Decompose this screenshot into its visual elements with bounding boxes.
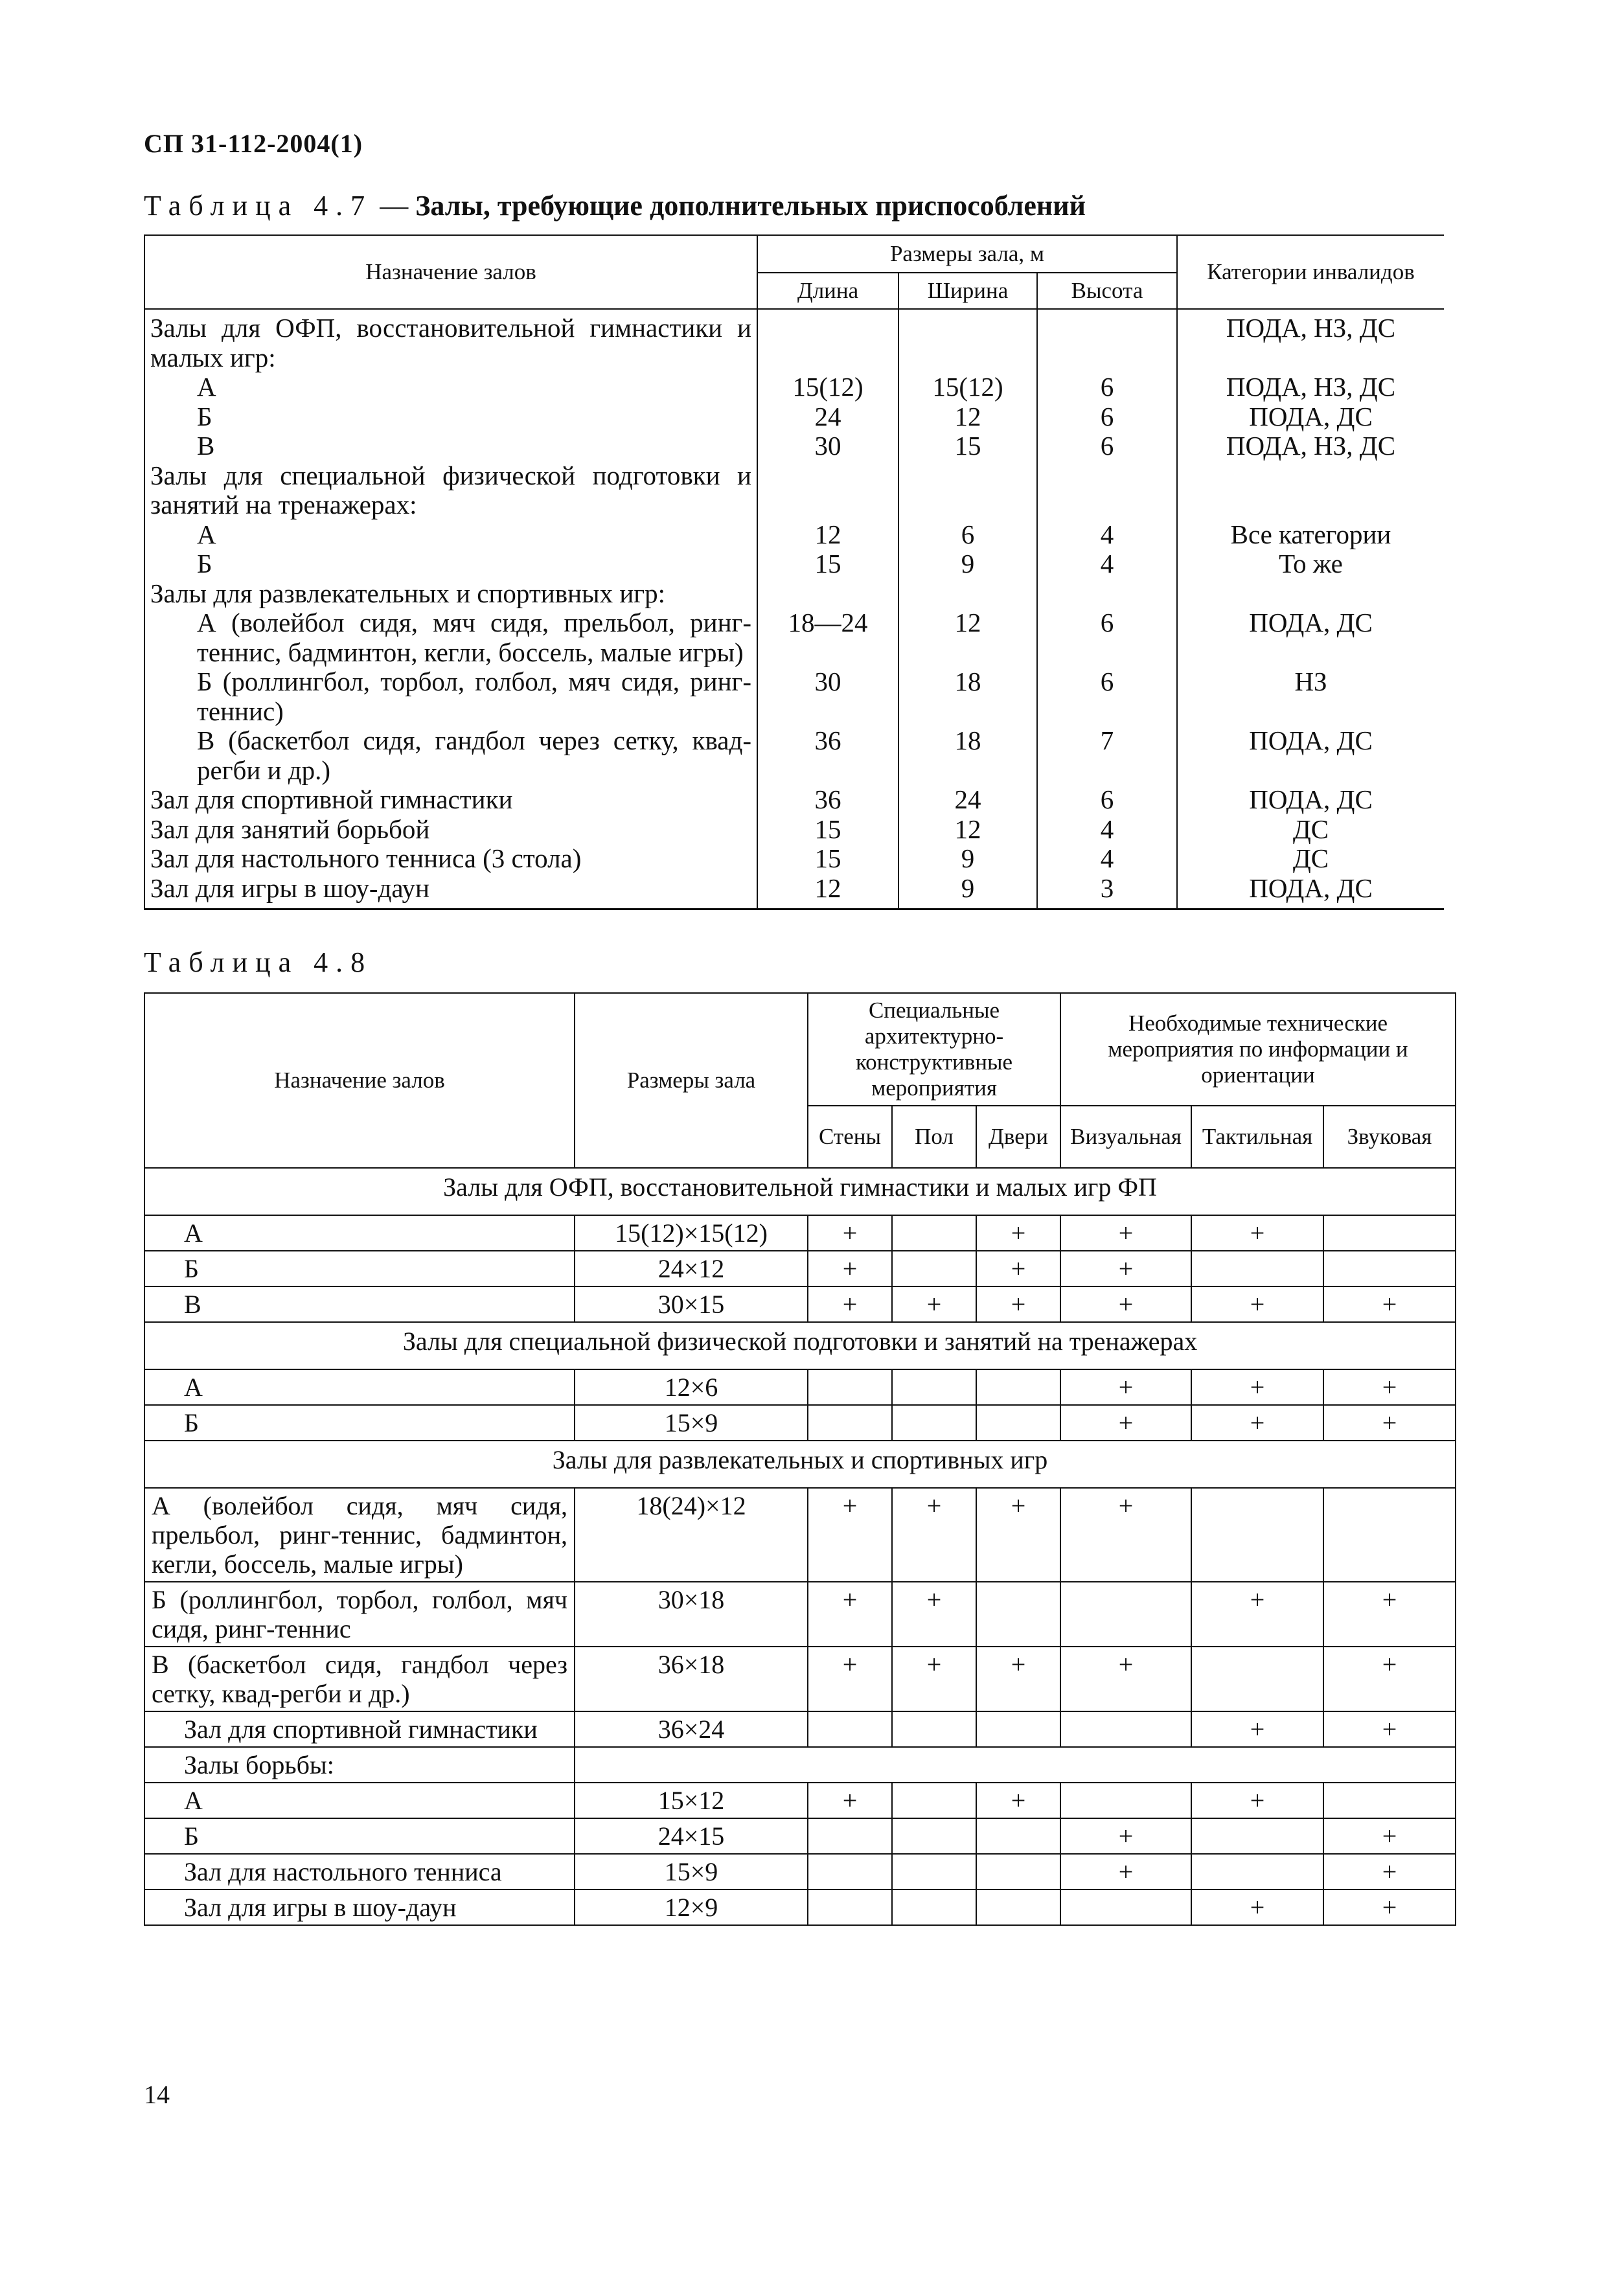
section-title: Залы для развлекательных и спортивных игр	[144, 1441, 1456, 1488]
hall-name: Зал для игры в шоу-даун	[144, 1890, 575, 1925]
floor-cell: +	[892, 1582, 976, 1647]
hall-height: 6	[1037, 431, 1177, 461]
hall-width: 15	[898, 431, 1037, 461]
hall-name: Б	[144, 1818, 575, 1854]
hall-size: 15×12	[575, 1783, 808, 1818]
table-row	[144, 1647, 1456, 1711]
hall-length: 15	[757, 844, 898, 874]
disability-category	[1177, 579, 1444, 609]
walls-cell	[808, 1405, 892, 1441]
table-4-8-caption	[144, 946, 372, 979]
hall-name: Б (роллингбол, торбол, голбол, мяч сидя, ринг-теннис	[144, 1582, 575, 1647]
hall-size: 15(12)×15(12)	[575, 1215, 808, 1251]
disability-category: ДС	[1177, 844, 1444, 874]
hall-width: 6	[898, 520, 1037, 550]
tactile-cell: +	[1191, 1783, 1323, 1818]
hall-width	[898, 461, 1037, 520]
hall-height: 6	[1037, 372, 1177, 402]
table-row	[144, 785, 1444, 815]
disability-category: То же	[1177, 549, 1444, 579]
floor-cell: +	[892, 1647, 976, 1711]
disability-category: ПОДА, ДС	[1177, 874, 1444, 909]
hall-height	[1037, 461, 1177, 520]
doors-cell	[976, 1818, 1060, 1854]
page-number: 14	[144, 2080, 170, 2109]
sound-cell: +	[1323, 1711, 1456, 1747]
hall-width	[898, 579, 1037, 609]
hall-name: Залы для развлекательных и спортивных игр:	[144, 579, 757, 609]
sound-cell	[1323, 1783, 1456, 1818]
hall-height	[1037, 309, 1177, 372]
doors-cell	[976, 1711, 1060, 1747]
doors-cell: +	[976, 1647, 1060, 1711]
disability-category: ПОДА, ДС	[1177, 608, 1444, 667]
hall-width: 18	[898, 667, 1037, 726]
table-row	[144, 608, 1444, 667]
floor-cell	[892, 1783, 976, 1818]
sound-cell: +	[1323, 1369, 1456, 1405]
empty-cell	[575, 1747, 1456, 1783]
hall-length: 15	[757, 815, 898, 845]
walls-cell: +	[808, 1582, 892, 1647]
visual-cell: +	[1060, 1251, 1191, 1286]
walls-cell: +	[808, 1783, 892, 1818]
header-purpose: Назначение залов	[144, 993, 575, 1168]
hall-name: Залы для специальной физической подготовки и занятий на тренажерах:	[144, 461, 757, 520]
sound-cell	[1323, 1488, 1456, 1582]
table-4-7	[144, 234, 1444, 910]
hall-height	[1037, 579, 1177, 609]
visual-cell	[1060, 1783, 1191, 1818]
hall-length: 15(12)	[757, 372, 898, 402]
caption-dash: —	[372, 190, 416, 222]
disability-category: Все категории	[1177, 520, 1444, 550]
disability-category: ПОДА, НЗ, ДС	[1177, 372, 1444, 402]
table-4-8-body	[144, 1168, 1456, 1925]
table-4-8-label: Таблица 4.8	[144, 946, 373, 978]
table-row	[144, 1582, 1456, 1647]
walls-cell: +	[808, 1647, 892, 1711]
floor-cell: +	[892, 1286, 976, 1322]
table-row	[144, 815, 1444, 845]
hall-name: А	[144, 520, 757, 550]
header-width: Ширина	[898, 273, 1037, 309]
header-walls: Стены	[808, 1106, 892, 1168]
table-row	[144, 461, 1444, 520]
hall-name: А	[144, 1369, 575, 1405]
hall-name: Зал для игры в шоу-даун	[144, 874, 757, 909]
hall-height: 6	[1037, 608, 1177, 667]
tactile-cell	[1191, 1818, 1323, 1854]
hall-name: Зал для настольного тенниса (3 стола)	[144, 844, 757, 874]
tactile-cell: +	[1191, 1215, 1323, 1251]
doors-cell	[976, 1890, 1060, 1925]
floor-cell	[892, 1854, 976, 1890]
floor-cell	[892, 1711, 976, 1747]
doors-cell: +	[976, 1783, 1060, 1818]
hall-length	[757, 461, 898, 520]
header-dimensions: Размеры зала, м	[757, 235, 1177, 273]
table-row	[144, 1369, 1456, 1405]
sound-cell	[1323, 1251, 1456, 1286]
group-row	[144, 1747, 1456, 1783]
doors-cell: +	[976, 1488, 1060, 1582]
visual-cell: +	[1060, 1647, 1191, 1711]
doors-cell: +	[976, 1251, 1060, 1286]
hall-name: А	[144, 372, 757, 402]
walls-cell	[808, 1369, 892, 1405]
hall-length: 12	[757, 520, 898, 550]
hall-name: Зал для занятий борьбой	[144, 815, 757, 845]
hall-width: 12	[898, 608, 1037, 667]
hall-size: 12×6	[575, 1369, 808, 1405]
header-visual: Визуальная	[1060, 1106, 1191, 1168]
table-4-8	[144, 992, 1456, 1926]
hall-length: 36	[757, 726, 898, 785]
hall-size: 24×15	[575, 1818, 808, 1854]
section-row	[144, 1168, 1456, 1215]
hall-length	[757, 579, 898, 609]
doors-cell	[976, 1582, 1060, 1647]
table-4-7-caption	[144, 189, 1086, 223]
tactile-cell: +	[1191, 1286, 1323, 1322]
visual-cell: +	[1060, 1286, 1191, 1322]
hall-size: 36×18	[575, 1647, 808, 1711]
floor-cell: +	[892, 1488, 976, 1582]
table-4-7-label: Таблица 4.7	[144, 190, 373, 222]
walls-cell: +	[808, 1251, 892, 1286]
table-row	[144, 1711, 1456, 1747]
table-row	[144, 1215, 1456, 1251]
table-row	[144, 402, 1444, 432]
header-length: Длина	[757, 273, 898, 309]
hall-name: Б (роллингбол, торбол, голбол, мяч сидя, ринг-теннис)	[144, 667, 757, 726]
visual-cell	[1060, 1890, 1191, 1925]
hall-name: Б	[144, 549, 757, 579]
header-architectural-measures: Специальные архитектурно-конструктивные мероприятия	[808, 993, 1060, 1106]
header-sound: Звуковая	[1323, 1106, 1456, 1168]
hall-size: 30×18	[575, 1582, 808, 1647]
hall-length: 18—24	[757, 608, 898, 667]
disability-category: ПОДА, НЗ, ДС	[1177, 431, 1444, 461]
hall-width: 9	[898, 844, 1037, 874]
hall-width: 12	[898, 402, 1037, 432]
hall-size: 30×15	[575, 1286, 808, 1322]
tactile-cell: +	[1191, 1582, 1323, 1647]
doors-cell	[976, 1854, 1060, 1890]
hall-name: А	[144, 1215, 575, 1251]
disability-category: ПОДА, ДС	[1177, 726, 1444, 785]
hall-width: 9	[898, 874, 1037, 909]
table-row	[144, 1251, 1456, 1286]
table-4-7-body	[144, 309, 1444, 909]
hall-length: 36	[757, 785, 898, 815]
floor-cell	[892, 1405, 976, 1441]
sound-cell: +	[1323, 1582, 1456, 1647]
disability-category: ПОДА, НЗ, ДС	[1177, 309, 1444, 372]
doors-cell	[976, 1405, 1060, 1441]
document-code: СП 31-112-2004(1)	[144, 129, 363, 158]
hall-size: 15×9	[575, 1854, 808, 1890]
hall-width: 12	[898, 815, 1037, 845]
hall-name: Зал для спортивной гимнастики	[144, 1711, 575, 1747]
hall-height: 6	[1037, 667, 1177, 726]
disability-category	[1177, 461, 1444, 520]
hall-width: 18	[898, 726, 1037, 785]
disability-category: ПОДА, ДС	[1177, 785, 1444, 815]
tactile-cell	[1191, 1488, 1323, 1582]
doors-cell: +	[976, 1286, 1060, 1322]
hall-height: 6	[1037, 402, 1177, 432]
floor-cell	[892, 1890, 976, 1925]
hall-size: 36×24	[575, 1711, 808, 1747]
walls-cell: +	[808, 1215, 892, 1251]
hall-height: 4	[1037, 844, 1177, 874]
hall-name: Залы для ОФП, восстановительной гимнастики и малых игр:	[144, 309, 757, 372]
hall-length: 30	[757, 667, 898, 726]
floor-cell	[892, 1818, 976, 1854]
table-row	[144, 874, 1444, 909]
table-row	[144, 1890, 1456, 1925]
hall-length: 30	[757, 431, 898, 461]
sound-cell	[1323, 1215, 1456, 1251]
disability-category: ПОДА, ДС	[1177, 402, 1444, 432]
hall-height: 4	[1037, 815, 1177, 845]
table-4-7-title: Залы, требующие дополнительных приспособлений	[415, 190, 1086, 222]
sound-cell: +	[1323, 1405, 1456, 1441]
table-row	[144, 1783, 1456, 1818]
walls-cell	[808, 1711, 892, 1747]
header-category: Категории инвалидов	[1177, 235, 1444, 309]
tactile-cell: +	[1191, 1890, 1323, 1925]
hall-height: 6	[1037, 785, 1177, 815]
section-title: Залы для специальной физической подготовки и занятий на тренажерах	[144, 1322, 1456, 1369]
section-row	[144, 1322, 1456, 1369]
hall-height: 7	[1037, 726, 1177, 785]
hall-height: 3	[1037, 874, 1177, 909]
hall-name: Б	[144, 1251, 575, 1286]
tactile-cell	[1191, 1647, 1323, 1711]
hall-name: Зал для спортивной гимнастики	[144, 785, 757, 815]
table-row	[144, 372, 1444, 402]
header-height: Высота	[1037, 273, 1177, 309]
walls-cell	[808, 1854, 892, 1890]
header-tactile: Тактильная	[1191, 1106, 1323, 1168]
hall-name: А	[144, 1783, 575, 1818]
hall-size: 15×9	[575, 1405, 808, 1441]
tactile-cell	[1191, 1854, 1323, 1890]
floor-cell	[892, 1215, 976, 1251]
disability-category: ДС	[1177, 815, 1444, 845]
hall-width	[898, 309, 1037, 372]
hall-length: 24	[757, 402, 898, 432]
table-row	[144, 1488, 1456, 1582]
hall-name: В (баскетбол сидя, гандбол через сетку, квад-регби и др.)	[144, 726, 757, 785]
sound-cell: +	[1323, 1890, 1456, 1925]
visual-cell: +	[1060, 1854, 1191, 1890]
hall-length: 15	[757, 549, 898, 579]
disability-category: НЗ	[1177, 667, 1444, 726]
table-row	[144, 579, 1444, 609]
header-technical-measures: Необходимые технические мероприятия по информации и ориентации	[1060, 993, 1456, 1106]
walls-cell: +	[808, 1286, 892, 1322]
sound-cell: +	[1323, 1818, 1456, 1854]
table-row	[144, 726, 1444, 785]
hall-name: Зал для настольного тенниса	[144, 1854, 575, 1890]
visual-cell	[1060, 1711, 1191, 1747]
doors-cell	[976, 1369, 1060, 1405]
hall-height: 4	[1037, 549, 1177, 579]
sound-cell: +	[1323, 1647, 1456, 1711]
hall-name: В	[144, 1286, 575, 1322]
tactile-cell	[1191, 1251, 1323, 1286]
doors-cell: +	[976, 1215, 1060, 1251]
visual-cell: +	[1060, 1488, 1191, 1582]
hall-width: 9	[898, 549, 1037, 579]
table-row	[144, 1818, 1456, 1854]
header-size: Размеры зала	[575, 993, 808, 1168]
hall-name: Б	[144, 1405, 575, 1441]
table-row	[144, 1405, 1456, 1441]
sound-cell: +	[1323, 1286, 1456, 1322]
header-floor: Пол	[892, 1106, 976, 1168]
table-row	[144, 844, 1444, 874]
hall-size: 18(24)×12	[575, 1488, 808, 1582]
hall-length	[757, 309, 898, 372]
hall-width: 24	[898, 785, 1037, 815]
walls-cell	[808, 1890, 892, 1925]
table-row	[144, 309, 1444, 372]
hall-length: 12	[757, 874, 898, 909]
walls-cell	[808, 1818, 892, 1854]
table-row	[144, 1854, 1456, 1890]
floor-cell	[892, 1251, 976, 1286]
hall-name: Залы борьбы:	[144, 1747, 575, 1783]
header-purpose: Назначение залов	[144, 235, 757, 309]
tactile-cell: +	[1191, 1405, 1323, 1441]
tactile-cell: +	[1191, 1369, 1323, 1405]
visual-cell: +	[1060, 1215, 1191, 1251]
hall-size: 24×12	[575, 1251, 808, 1286]
hall-width: 15(12)	[898, 372, 1037, 402]
section-row	[144, 1441, 1456, 1488]
section-title: Залы для ОФП, восстановительной гимнастики и малых игр ФП	[144, 1168, 1456, 1215]
table-row	[144, 667, 1444, 726]
hall-name: В	[144, 431, 757, 461]
hall-height: 4	[1037, 520, 1177, 550]
floor-cell	[892, 1369, 976, 1405]
hall-name: А (волейбол сидя, мяч сидя, прельбол, ринг-теннис, бадминтон, кегли, боссель, малые игры)	[144, 608, 757, 667]
table-row	[144, 1286, 1456, 1322]
header-doors: Двери	[976, 1106, 1060, 1168]
visual-cell: +	[1060, 1369, 1191, 1405]
visual-cell: +	[1060, 1405, 1191, 1441]
hall-name: В (баскетбол сидя, гандбол через сетку, квад-регби и др.)	[144, 1647, 575, 1711]
tactile-cell: +	[1191, 1711, 1323, 1747]
visual-cell: +	[1060, 1818, 1191, 1854]
hall-size: 12×9	[575, 1890, 808, 1925]
visual-cell	[1060, 1582, 1191, 1647]
table-row	[144, 431, 1444, 461]
sound-cell: +	[1323, 1854, 1456, 1890]
walls-cell: +	[808, 1488, 892, 1582]
hall-name: А (волейбол сидя, мяч сидя, прельбол, ринг-теннис, бадминтон, кегли, боссель, малые игры)	[144, 1488, 575, 1582]
hall-name: Б	[144, 402, 757, 432]
table-row	[144, 520, 1444, 550]
table-row	[144, 549, 1444, 579]
